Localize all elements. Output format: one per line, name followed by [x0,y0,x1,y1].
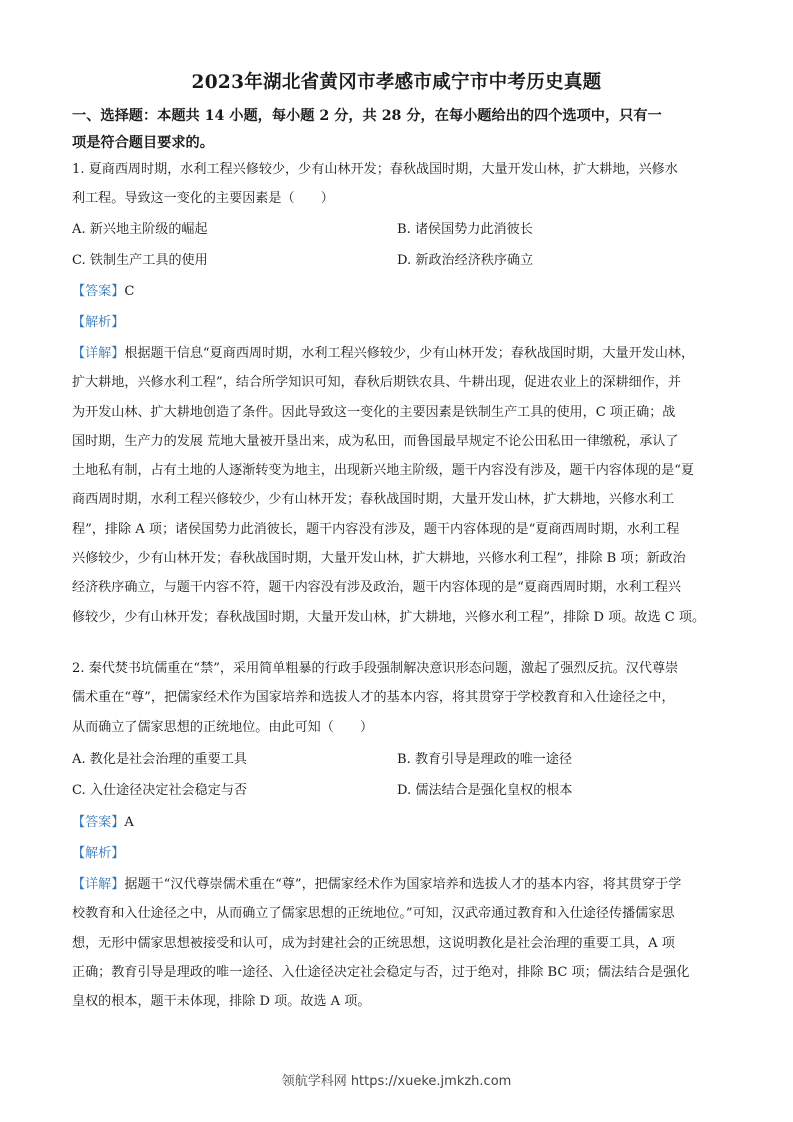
document-title: 2023年湖北省黄冈市孝感市咸宁市中考历史真题 [191,72,602,93]
question-2-stem [72,654,724,742]
footer-watermark: 领航学科网 https://xueke.jmkzh.com [281,1074,512,1089]
question-1-detail [72,339,724,632]
detail-line: 皇权的根本，题干未体现，排除 D 项。故选 A 项。 [72,994,371,1010]
question-2-answer [72,810,134,836]
detail-line: 兴修较少，少有山林开发；春秋战国时期，大量开发山林，扩大耕地，兴修水利工程”，排除 B 项；新政治 [72,551,686,567]
question-1-options-row-1 [72,217,724,243]
option-b: B. 教育引导是理政的唯一途径 [397,752,573,767]
stem-line: 1. 夏商西周时期，水利工程兴修较少，少有山林开发；春秋战国时期，大量开发山林，扩大耕地，兴修水 [72,162,678,177]
option-b: B. 诸侯国势力此消彼长 [397,222,533,237]
answer-value: A [124,815,134,830]
question-1-answer [72,279,134,305]
question-2-options-row-1 [72,747,724,773]
question-2-options-row-2 [72,778,724,804]
detail-line: 商西周时期，水利工程兴修较少，少有山林开发；春秋战国时期，大量开发山林，扩大耕地，兴修水利工 [72,492,675,508]
analysis-tag: 【解析】 [72,315,125,330]
detail-line: 程”，排除 A 项；诸侯国势力此消彼长，题干内容没有涉及，题干内容体现的是“夏商西周时期，水利工程 [72,521,680,537]
option-d: D. 儒法结合是强化皇权的根本 [397,783,573,798]
detail-line: 为开发山林、扩大耕地创造了条件。因此导致这一变化的主要因素是铁制生产工具的使用，C 项正确；战 [72,404,676,420]
detail-tag: 【详解】 [72,877,125,892]
section-heading-line: 一、选择题：本题共 14 小题，每小题 2 分，共 28 分，在每小题给出的四个选项中，只有一 [72,108,662,124]
answer-tag: 【答案】 [72,815,125,830]
answer-tag: 【答案】 [72,284,125,299]
question-1-analysis-heading [72,310,124,336]
option-c: C. 入仕途径决定社会稳定与否 [72,783,248,798]
detail-line: 扩大耕地，兴修水利工程”，结合所学知识可知，春秋后期铁农具、牛耕出现，促进农业上的深耕细作，并 [72,375,682,391]
stem-line: 儒术重在“尊”，把儒家经术作为国家培养和选拔人才的基本内容，将其贯穿于学校教育和入仕途径之中， [72,690,675,706]
answer-value: C [124,284,135,299]
section-heading-line: 项是符合题目要求的。 [72,135,214,151]
analysis-tag: 【解析】 [72,846,125,861]
detail-line [72,870,724,899]
detail-line: 正确；教育引导是理政的唯一途径、入仕途径决定社会稳定与否，过于绝对，排除 BC 项；儒法结合是强化 [72,964,690,980]
detail-line [72,339,724,368]
option-a: A. 教化是社会治理的重要工具 [72,752,247,767]
stem-line: 从而确立了儒家思想的正统地位。由此可知（ ） [72,719,374,735]
option-c: C. 铁制生产工具的使用 [72,253,208,268]
question-1-stem [72,155,724,214]
detail-line-text: 根据题干信息“夏商西周时期，水利工程兴修较少，少有山林开发；春秋战国时期，大量开发山林， [124,346,695,361]
detail-line: 修较少，少有山林开发；春秋战国时期，大量开发山林，扩大耕地，兴修水利工程”，排除 D 项。故选 C 项。 [72,609,706,625]
option-d: D. 新政治经济秩序确立 [397,253,534,268]
detail-line: 土地私有制，占有土地的人逐渐转变为地主，出现新兴地主阶级，题干内容没有涉及，题干内容体现的是“夏 [72,463,695,479]
detail-line: 经济秩序确立，与题干内容不符，题干内容没有涉及政治，题干内容体现的是“夏商西周时期，水利工程兴 [72,580,682,596]
stem-line: 2. 秦代焚书坑儒重在“禁”，采用简单粗暴的行政手段强制解决意识形态问题，激起了强烈反抗。汉代尊崇 [72,661,679,676]
detail-line: 国时期，生产力的发展 荒地大量被开垦出来，成为私田，而鲁国最早规定不论公田私田一律缴税，承认了 [72,433,679,449]
question-2-analysis-heading [72,841,124,867]
question-2-detail [72,870,724,1016]
option-a: A. 新兴地主阶级的崛起 [72,222,208,237]
stem-line: 利工程。导致这一变化的主要因素是（ ） [72,191,334,207]
section-heading [72,103,722,157]
question-1-options-row-2 [72,248,724,274]
detail-line: 想，无形中儒家思想被接受和认可，成为封建社会的正统思想，这说明教化是社会治理的重要工具，A 项 [72,935,675,951]
detail-tag: 【详解】 [72,346,125,361]
detail-line: 校教育和入仕途径之中，从而确立了儒家思想的正统地位。”可知，汉武帝通过教育和入仕途径传播儒家思 [72,906,675,922]
detail-line-text: 据题干“汉代尊崇儒术重在“尊”，把儒家经术作为国家培养和选拔人才的基本内容，将其贯穿于学 [124,877,682,892]
